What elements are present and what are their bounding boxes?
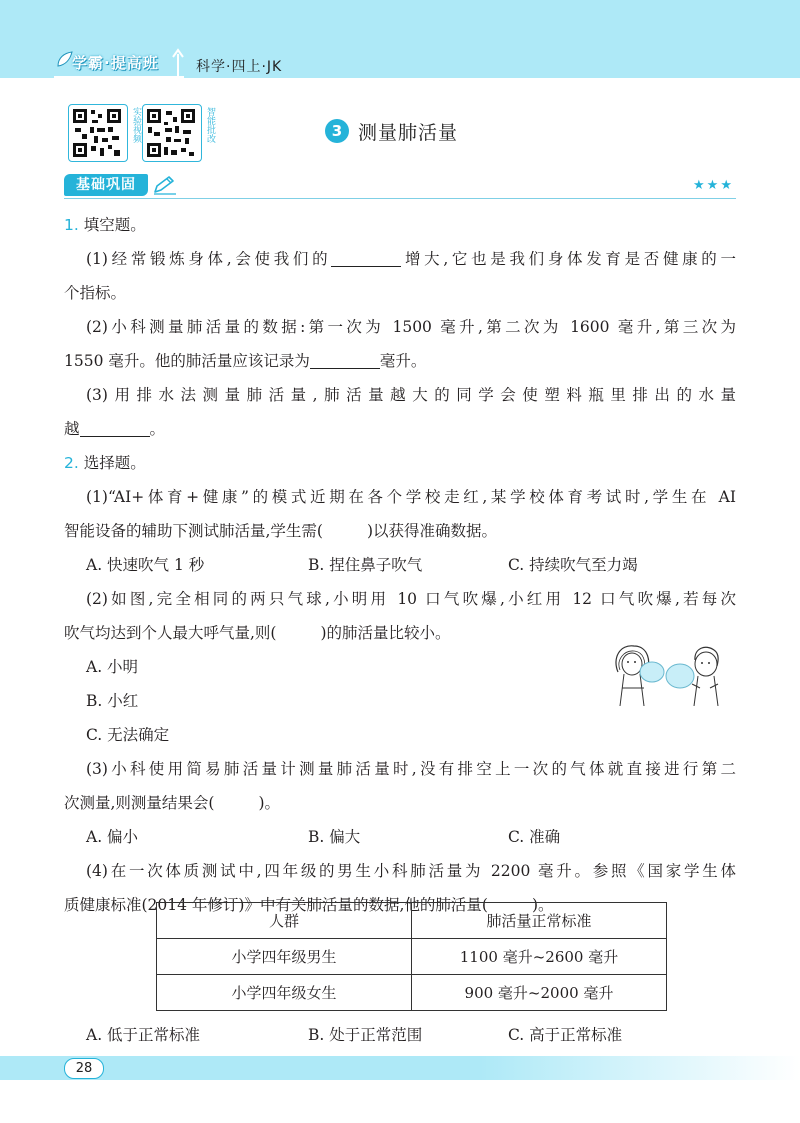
subject-label: 科学·四上·JK bbox=[196, 59, 283, 75]
difficulty-stars: ★★★ bbox=[693, 178, 734, 193]
q2-sub3-text: 次测量,则测量结果会( bbox=[64, 794, 215, 812]
q2-sub2-line1: (2)如图,完全相同的两只气球,小明用 10 口气吹爆,小红用 12 口气吹爆,若每次 bbox=[86, 590, 736, 608]
q1-part2-unit: 毫升。 bbox=[379, 352, 427, 370]
q1-part2-text: 1550 毫升。他的肺活量应该记录为 bbox=[64, 352, 310, 370]
q1-part1-text: (1)经常锻炼身体,会使我们的 bbox=[86, 250, 332, 268]
lesson-title: 测量肺活量 bbox=[358, 122, 459, 144]
table-row bbox=[157, 939, 667, 975]
q1-part1-text-cont: 增大,它也是我们身体发育是否健康的一 bbox=[401, 250, 736, 268]
q2-sub3-end: )。 bbox=[258, 794, 281, 812]
qr-label-video: 实验视频 bbox=[131, 107, 141, 143]
balloon-children-illustration bbox=[610, 642, 722, 706]
answer-blank[interactable] bbox=[80, 418, 150, 437]
option-c[interactable]: C. 高于正常标准 bbox=[508, 1026, 623, 1044]
footer-band bbox=[0, 1056, 800, 1080]
table-header: 肺活量正常标准 bbox=[412, 903, 667, 939]
question-1-heading bbox=[64, 208, 736, 242]
q2-sub1-line1: (1)“AI+体育+健康”的模式近期在各个学校走红,某学校体育考试时,学生在 AI bbox=[86, 488, 736, 506]
q2-sub4-line1: (4)在一次体质测试中,四年级的男生小科肺活量为 2200 毫升。参照《国家学生体 bbox=[86, 862, 736, 880]
section-divider bbox=[64, 198, 736, 199]
qr-label-grading: 智能批改 bbox=[205, 107, 215, 143]
table-cell: 1100 毫升~2600 毫升 bbox=[412, 939, 667, 975]
q2-sub1-options bbox=[64, 548, 736, 582]
table-header: 人群 bbox=[157, 903, 412, 939]
q2-sub1-text-cont: )以获得准确数据。 bbox=[366, 522, 498, 540]
option-c[interactable]: C. 持续吹气至力竭 bbox=[508, 556, 638, 574]
qr-code-video[interactable] bbox=[68, 104, 141, 162]
question-number: 1. bbox=[64, 216, 79, 234]
table-cell: 900 毫升~2000 毫升 bbox=[412, 975, 667, 1011]
brand-name: 学霸·提高班 bbox=[72, 54, 159, 72]
answer-blank[interactable] bbox=[331, 248, 401, 267]
q2-sub3-line1: (3)小科使用简易肺活量计测量肺活量时,没有排空上一次的气体就直接进行第二 bbox=[86, 760, 736, 778]
section-title: 基础巩固 bbox=[64, 174, 148, 196]
table-cell: 小学四年级男生 bbox=[157, 939, 412, 975]
page-number: 28 bbox=[64, 1058, 104, 1079]
qr-code-icon bbox=[146, 108, 196, 158]
q1-part3-text: 越 bbox=[64, 420, 80, 438]
option-a[interactable]: A. 小明 bbox=[86, 658, 139, 676]
q2-sub3-options bbox=[64, 820, 736, 854]
question-title: 选择题。 bbox=[83, 454, 146, 472]
option-a[interactable]: A. 快速吹气 1 秒 bbox=[86, 556, 205, 574]
option-a[interactable]: A. 偏小 bbox=[86, 828, 139, 846]
answer-blank[interactable] bbox=[310, 350, 380, 369]
q2-sub1-line2 bbox=[64, 514, 736, 548]
option-b[interactable]: B. 处于正常范围 bbox=[308, 1026, 423, 1044]
option-b[interactable]: B. 捏住鼻子吹气 bbox=[308, 556, 423, 574]
option-b[interactable]: B. 偏大 bbox=[308, 828, 361, 846]
q1-part1-line2: 个指标。 bbox=[64, 284, 127, 302]
lung-capacity-table bbox=[156, 902, 667, 1011]
qr-code-icon bbox=[72, 108, 122, 158]
q1-part2-line2 bbox=[64, 344, 736, 378]
q2-sub4-end: )。 bbox=[531, 896, 554, 914]
arrow-up-icon bbox=[172, 48, 184, 78]
question-title: 填空题。 bbox=[83, 216, 146, 234]
q2-sub2-text-cont: )的肺活量比较小。 bbox=[320, 624, 451, 642]
q2-sub4-options bbox=[64, 1018, 758, 1052]
lesson-number-badge: 3 bbox=[325, 119, 349, 143]
question-number: 2. bbox=[64, 454, 79, 472]
pencil-icon bbox=[152, 175, 178, 195]
q1-part1-line1 bbox=[64, 242, 736, 276]
q2-sub1-text: 智能设备的辅助下测试肺活量,学生需( bbox=[64, 522, 323, 540]
q2-sub2-text: 吹气均达到个人最大呼气量,则( bbox=[64, 624, 277, 642]
exercise-content bbox=[64, 208, 736, 922]
option-a[interactable]: A. 低于正常标准 bbox=[86, 1026, 201, 1044]
table-header-row bbox=[157, 903, 667, 939]
option-b[interactable]: B. 小红 bbox=[86, 692, 139, 710]
brand-logo bbox=[54, 50, 184, 78]
question-2-heading bbox=[64, 446, 736, 480]
option-c[interactable]: C. 准确 bbox=[508, 828, 561, 846]
table-cell: 小学四年级女生 bbox=[157, 975, 412, 1011]
q2-sub4-text: 质健康标准(2014 年修订)》中有关肺活量的数据,他的肺活量( bbox=[64, 896, 488, 914]
option-c[interactable]: C. 无法确定 bbox=[86, 726, 170, 744]
qr-code-grading[interactable] bbox=[142, 104, 215, 162]
q1-part3-end: 。 bbox=[149, 420, 166, 438]
q1-part2-line1: (2)小科测量肺活量的数据:第一次为 1500 毫升,第二次为 1600 毫升,第三次为 bbox=[86, 318, 736, 336]
q1-part3-line1: (3)用排水法测量肺活量,肺活量越大的同学会使塑料瓶里排出的水量 bbox=[86, 386, 736, 404]
q1-part3-line2 bbox=[64, 412, 736, 446]
q2-sub3-line2 bbox=[64, 786, 736, 820]
table-row bbox=[157, 975, 667, 1011]
leaf-icon bbox=[54, 50, 74, 70]
